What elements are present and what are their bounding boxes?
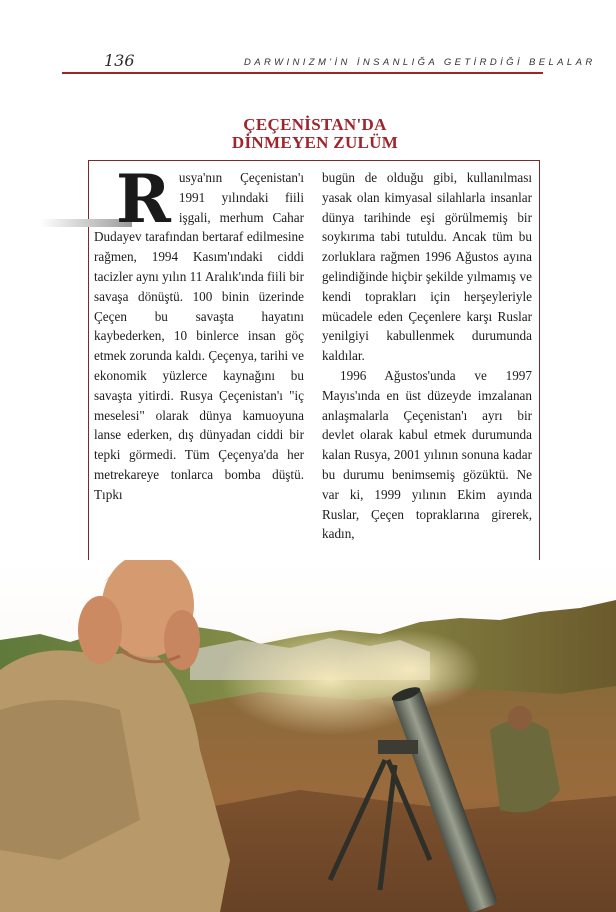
left-column bbox=[94, 160, 304, 505]
article-title-line-1: ÇEÇENİSTAN'DA bbox=[243, 115, 387, 134]
left-column-text: usya'nın Çeçenistan'ı 1991 yılındaki fiili işgali, merhum Cahar Dudayev tarafından bertaraf edilmesine rağmen, 1994 Kasım'ındaki ciddi tacizler aynı yılın 11 Aralık'ında fiili bir savaşa dönüştü. 100 binin üzerinde Çeçen bu savaşta hayatını kaybederken, 10 binlerce insan göç etmek zorunda kaldı. Çeçenya, tarihi ve ekonomik yüzlerce kaynağını bu savaşta yitirdi. Rusya Çeçenistan'ı "iç meselesi" olarak dünya kamuoyuna lanse ederken, dış dünyadan ciddi bir tepki görmedi. Tüm Çeçenya'da her metrekareye tonlarca bomba düştü. Tıpkı bbox=[94, 170, 304, 502]
right-column-paragraph-1: bugün de olduğu gibi, kullanılması yasak olan kimyasal silahlarla insanlar dünya tarihinde eşi görülmemiş bir soykırıma tabi tutuldu. Ancak tüm bu zorluklara rağmen 1996 Ağustos ayına gelindiğinde hiçbir şekilde yılmamış ve kendi toprakları için herşeyleriyle mücadele eden Çeçenlere karşı Ruslar yenilgiyi kabullenmek durumunda kaldılar. bbox=[322, 170, 532, 364]
drop-cap: R bbox=[116, 160, 171, 238]
war-photo bbox=[0, 560, 616, 912]
right-column-paragraph-2: 1996 Ağustos'unda ve 1997 Mayıs'ında en üst düzeyde imzalanan anlaşmalarla Çeçenistan'ı ayrı bir devlet olarak kabul etmek durumunda kalan Rusya, 2001 yılının sonuna kadar bu durumu benimsemiş gözüktü. Ne var ki, 1999 yılının Ekim ayında Ruslar, Çeçen topraklarına girerek, kadın, bbox=[322, 367, 532, 542]
header-rule bbox=[62, 72, 543, 74]
article-title bbox=[150, 116, 480, 152]
right-column bbox=[322, 168, 532, 544]
article-title-line-2: DİNMEYEN ZULÜM bbox=[231, 133, 399, 152]
running-head: DARWINIZM'İN İNSANLIĞA GETİRDİĞİ BELALAR bbox=[244, 57, 596, 68]
page-number: 136 bbox=[104, 51, 135, 70]
